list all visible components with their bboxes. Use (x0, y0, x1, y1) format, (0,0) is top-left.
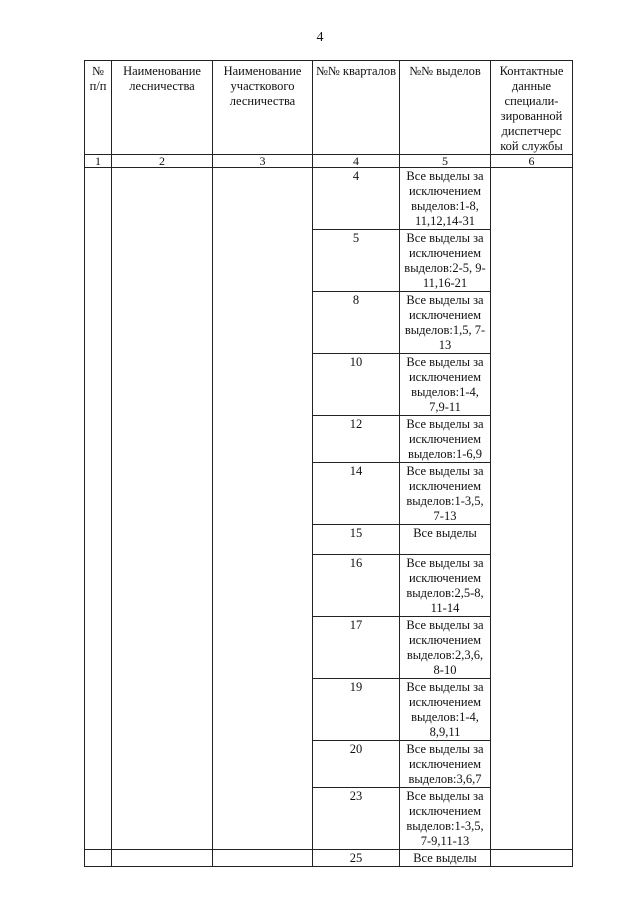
column-number: 3 (213, 155, 313, 168)
quarter-cell: 12 (313, 416, 400, 463)
allotments-cell: Все выделы за исключением выделов:1-3,5, 7-13 (400, 463, 491, 525)
allotments-cell: Все выделы за исключением выделов:1-4, 7,9-11 (400, 354, 491, 416)
column-number: 1 (85, 155, 112, 168)
empty-cell (85, 168, 112, 850)
header-allotments: №№ выделов (400, 61, 491, 155)
allotments-cell: Все выделы за исключением выделов:2,3,6, 8-10 (400, 617, 491, 679)
quarter-cell: 25 (313, 850, 400, 867)
column-number: 4 (313, 155, 400, 168)
column-number-row (85, 155, 573, 168)
empty-cell (112, 168, 213, 850)
allotments-cell: Все выделы за исключением выделов:3,6,7 (400, 741, 491, 788)
allotments-cell: Все выделы за исключением выделов:1-8, 11,12,14-31 (400, 168, 491, 230)
quarter-cell: 8 (313, 292, 400, 354)
header-number: № п/п (85, 61, 112, 155)
empty-cell (491, 168, 573, 850)
page-number: 4 (316, 30, 324, 45)
allotments-cell: Все выделы (400, 525, 491, 555)
quarter-cell: 10 (313, 354, 400, 416)
table-row (85, 168, 573, 230)
allotments-cell: Все выделы за исключением выделов:1-3,5, 7-9,11-13 (400, 788, 491, 850)
quarter-cell: 4 (313, 168, 400, 230)
allotments-cell: Все выделы за исключением выделов:1,5, 7-13 (400, 292, 491, 354)
allotments-cell: Все выделы (400, 850, 491, 867)
quarter-cell: 17 (313, 617, 400, 679)
allotments-cell: Все выделы за исключением выделов:2,5-8, 11-14 (400, 555, 491, 617)
header-district-forestry-name: Наименование участкового лесничества (213, 61, 313, 155)
column-number: 2 (112, 155, 213, 168)
empty-cell (112, 850, 213, 867)
allotments-cell: Все выделы за исключением выделов:1-4, 8,9,11 (400, 679, 491, 741)
header-row (85, 61, 573, 155)
quarter-cell: 23 (313, 788, 400, 850)
empty-cell (85, 850, 112, 867)
quarter-cell: 14 (313, 463, 400, 525)
empty-cell (213, 168, 313, 850)
column-number: 6 (491, 155, 573, 168)
quarter-cell: 16 (313, 555, 400, 617)
header-quarters: №№ кварталов (313, 61, 400, 155)
header-forestry-name: Наименование лесничества (112, 61, 213, 155)
header-contacts: Контактные данные специали-зированной диспетчерс кой службы (491, 61, 573, 155)
table-row (85, 850, 573, 867)
quarter-cell: 15 (313, 525, 400, 555)
allotments-cell: Все выделы за исключением выделов:2-5, 9-11,16-21 (400, 230, 491, 292)
forestry-table (84, 60, 573, 867)
quarter-cell: 5 (313, 230, 400, 292)
empty-cell (491, 850, 573, 867)
allotments-cell: Все выделы за исключением выделов:1-6,9 (400, 416, 491, 463)
empty-cell (213, 850, 313, 867)
column-number: 5 (400, 155, 491, 168)
quarter-cell: 19 (313, 679, 400, 741)
quarter-cell: 20 (313, 741, 400, 788)
